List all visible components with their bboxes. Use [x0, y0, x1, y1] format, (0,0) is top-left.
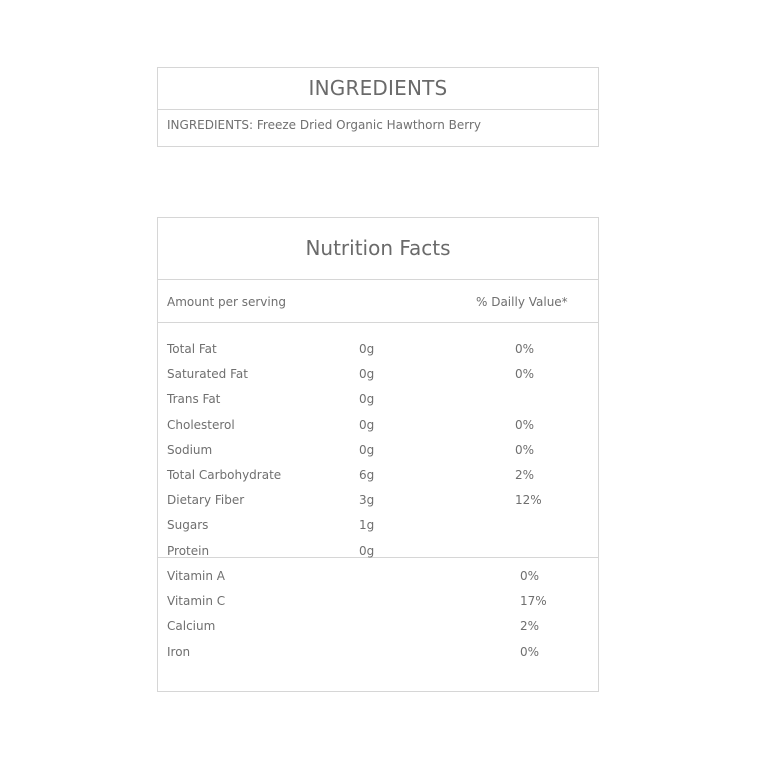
- nutrient-name: Dietary Fiber: [167, 493, 245, 508]
- nutrient-amount: 0g: [359, 392, 375, 407]
- ingredients-text: INGREDIENTS: Freeze Dried Organic Hawthorn Berry: [167, 118, 482, 132]
- nutrient-amount: 6g: [359, 467, 375, 482]
- nutrition-title: Nutrition Facts: [158, 218, 598, 280]
- nutrient-amount: 0g: [359, 442, 375, 457]
- nutrient-row: [158, 517, 598, 542]
- nutrient-row: [158, 467, 598, 492]
- vitamin-name: Vitamin C: [167, 594, 226, 609]
- nutrient-amount: 0g: [359, 342, 375, 356]
- nutrient-row: [158, 492, 598, 517]
- nutrient-amount: 3g: [359, 493, 375, 508]
- nutrient-name: Sugars: [167, 518, 209, 533]
- daily-value-label: % Dailly Value*: [476, 295, 568, 309]
- vitamin-name: Vitamin A: [167, 569, 225, 583]
- nutrient-amount: 0g: [359, 367, 375, 382]
- vitamin-dv: 0%: [520, 569, 540, 583]
- nutrient-dv: 0%: [515, 417, 535, 432]
- nutrient-dv: 0%: [515, 442, 535, 457]
- nutrient-dv: 0%: [515, 367, 535, 382]
- vitamin-row: [158, 644, 598, 669]
- vitamin-dv: 17%: [520, 594, 547, 609]
- ingredients-panel: [157, 67, 599, 147]
- nutrient-amount: 1g: [359, 518, 375, 533]
- nutrition-header-row: [158, 280, 598, 323]
- nutrient-name: Saturated Fat: [167, 367, 248, 382]
- nutrient-row: [158, 543, 598, 568]
- nutrient-row: [158, 366, 598, 391]
- nutrient-row: [158, 341, 598, 366]
- nutrient-amount: 0g: [359, 543, 375, 558]
- nutrient-row: [158, 442, 598, 467]
- nutrient-list: [158, 323, 598, 558]
- nutrient-name: Total Fat: [167, 342, 217, 356]
- vitamin-dv: 0%: [520, 644, 540, 659]
- nutrient-name: Cholesterol: [167, 417, 235, 432]
- nutrient-name: Trans Fat: [167, 392, 221, 407]
- vitamin-row: [158, 593, 598, 618]
- nutrient-dv: 12%: [515, 493, 542, 508]
- amount-per-serving-label: Amount per serving: [167, 295, 286, 309]
- nutrient-dv: 0%: [515, 342, 535, 356]
- vitamin-name: Calcium: [167, 619, 216, 634]
- vitamin-dv: 2%: [520, 619, 540, 634]
- ingredients-title: INGREDIENTS: [158, 68, 598, 110]
- nutrient-name: Sodium: [167, 442, 213, 457]
- vitamin-row: [158, 568, 598, 593]
- vitamin-list: [158, 558, 598, 669]
- nutrient-row: [158, 391, 598, 416]
- nutrient-name: Total Carbohydrate: [167, 467, 282, 482]
- nutrient-row: [158, 417, 598, 442]
- nutrition-facts-panel: [157, 217, 599, 692]
- vitamin-name: Iron: [167, 644, 191, 659]
- nutrient-name: Protein: [167, 543, 210, 558]
- nutrient-amount: 0g: [359, 417, 375, 432]
- nutrient-dv: 2%: [515, 467, 535, 482]
- vitamin-row: [158, 618, 598, 643]
